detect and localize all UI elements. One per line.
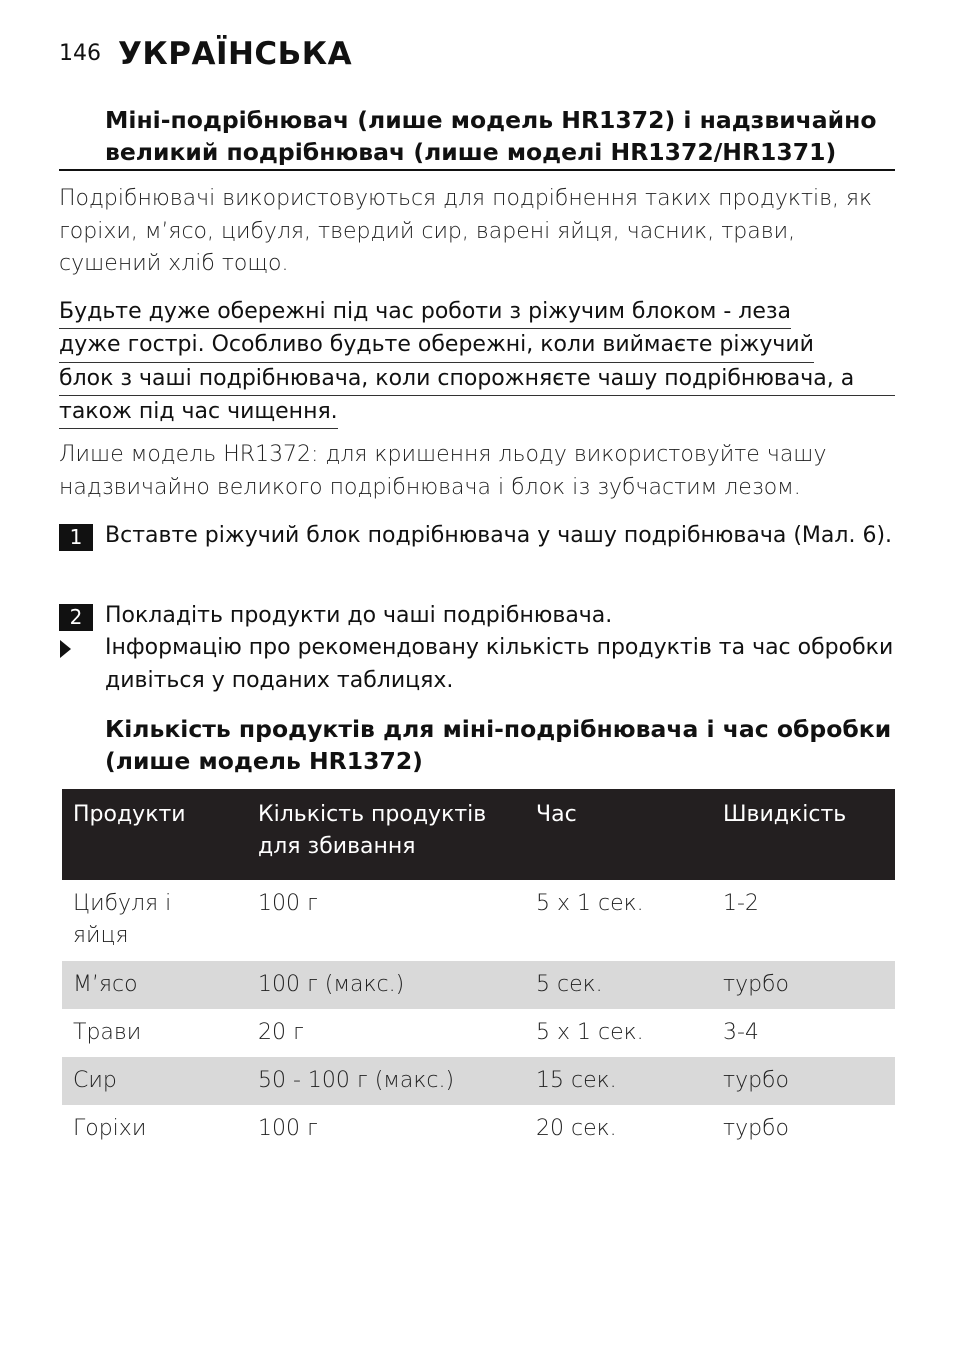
- step-1: [59, 520, 899, 586]
- step-number-badge: 2: [59, 604, 93, 631]
- table-cell: 5 x 1 сек.: [536, 1020, 644, 1045]
- page-number: 146: [59, 41, 101, 66]
- table-cell: Сир: [62, 1057, 247, 1105]
- table-cell: 20 сек.: [536, 1116, 617, 1141]
- table-cell: Трави: [73, 1020, 142, 1045]
- bullet-text: Інформацію про рекомендовану кількість продуктів та час обробки дивіться у поданих таблицях.: [105, 635, 894, 693]
- table-cell: 5 сек.: [525, 961, 712, 1009]
- table-row: [62, 1057, 895, 1105]
- table-header-row: [62, 789, 895, 880]
- bullet-triangle-icon: [60, 640, 71, 658]
- column-header: Швидкість: [712, 789, 895, 880]
- table-cell: 15 сек.: [525, 1057, 712, 1105]
- bullet-item: [59, 632, 899, 698]
- step-number-badge: 1: [59, 524, 93, 551]
- table-row: [62, 961, 895, 1009]
- warning-line: також під час чищення.: [59, 396, 338, 429]
- table-cell: 100 г: [258, 891, 318, 916]
- table-cell: 100 г: [258, 1116, 318, 1141]
- table-cell: Цибуля і яйця: [73, 891, 172, 948]
- table-row: [62, 880, 895, 961]
- step-text: Вставте ріжучий блок подрібнювача у чашу подрібнювача (Мал. 6).: [105, 523, 893, 548]
- warning-line: Будьте дуже обережні під час роботи з ріжучим блоком - леза: [59, 296, 791, 329]
- table-cell: М’ясо: [62, 961, 247, 1009]
- table-cell: 3-4: [723, 1020, 759, 1045]
- warning-line: блок з чаші подрібнювача, коли спорожняєте чашу подрібнювача, а: [59, 363, 895, 396]
- table-cell: Горіхи: [73, 1116, 147, 1141]
- table-cell: турбо: [712, 1057, 895, 1105]
- table-row: [62, 1009, 895, 1057]
- table-cell: 100 г (макс.): [247, 961, 525, 1009]
- quantities-table: [62, 789, 895, 1153]
- table-cell: 50 - 100 г (макс.): [247, 1057, 525, 1105]
- ice-note-paragraph: Лише модель HR1372: для кришення льоду використовуйте чашу надзвичайно великого подрібнювача і блок із зубчастим лезом.: [59, 442, 827, 500]
- column-header: Продукти: [62, 789, 247, 880]
- warning-line: дуже гострі. Особливо будьте обережні, коли виймаєте ріжучий: [59, 329, 814, 362]
- table-cell: 20 г: [258, 1020, 304, 1045]
- table-cell: турбо: [712, 961, 895, 1009]
- section-title: Міні-подрібнювач (лише модель HR1372) і надзвичайно великий подрібнювач (лише моделі HR1372/HR1371): [105, 106, 877, 166]
- table-title: Кількість продуктів для міні-подрібнювача і час обробки (лише модель HR1372): [105, 715, 892, 775]
- step-2: [59, 600, 899, 634]
- column-header: Час: [525, 789, 712, 880]
- table-cell: 1-2: [723, 891, 759, 916]
- table-cell: турбо: [723, 1116, 789, 1141]
- warning-paragraph: [59, 296, 899, 429]
- intro-paragraph: Подрібнювачі використовуються для подрібнення таких продуктів, як горіхи, м’ясо, цибуля, твердий сир, варені яйця, часник, трави, сушений хліб тощо.: [59, 186, 873, 276]
- step-text: Покладіть продукти до чаші подрібнювача.: [105, 603, 613, 628]
- table-row: [62, 1105, 895, 1153]
- table-cell: 5 x 1 сек.: [536, 891, 644, 916]
- language-heading: УКРАЇНСЬКА: [118, 36, 353, 72]
- column-header: Кількість продуктів для збивання: [247, 789, 525, 880]
- section-divider: [59, 169, 895, 171]
